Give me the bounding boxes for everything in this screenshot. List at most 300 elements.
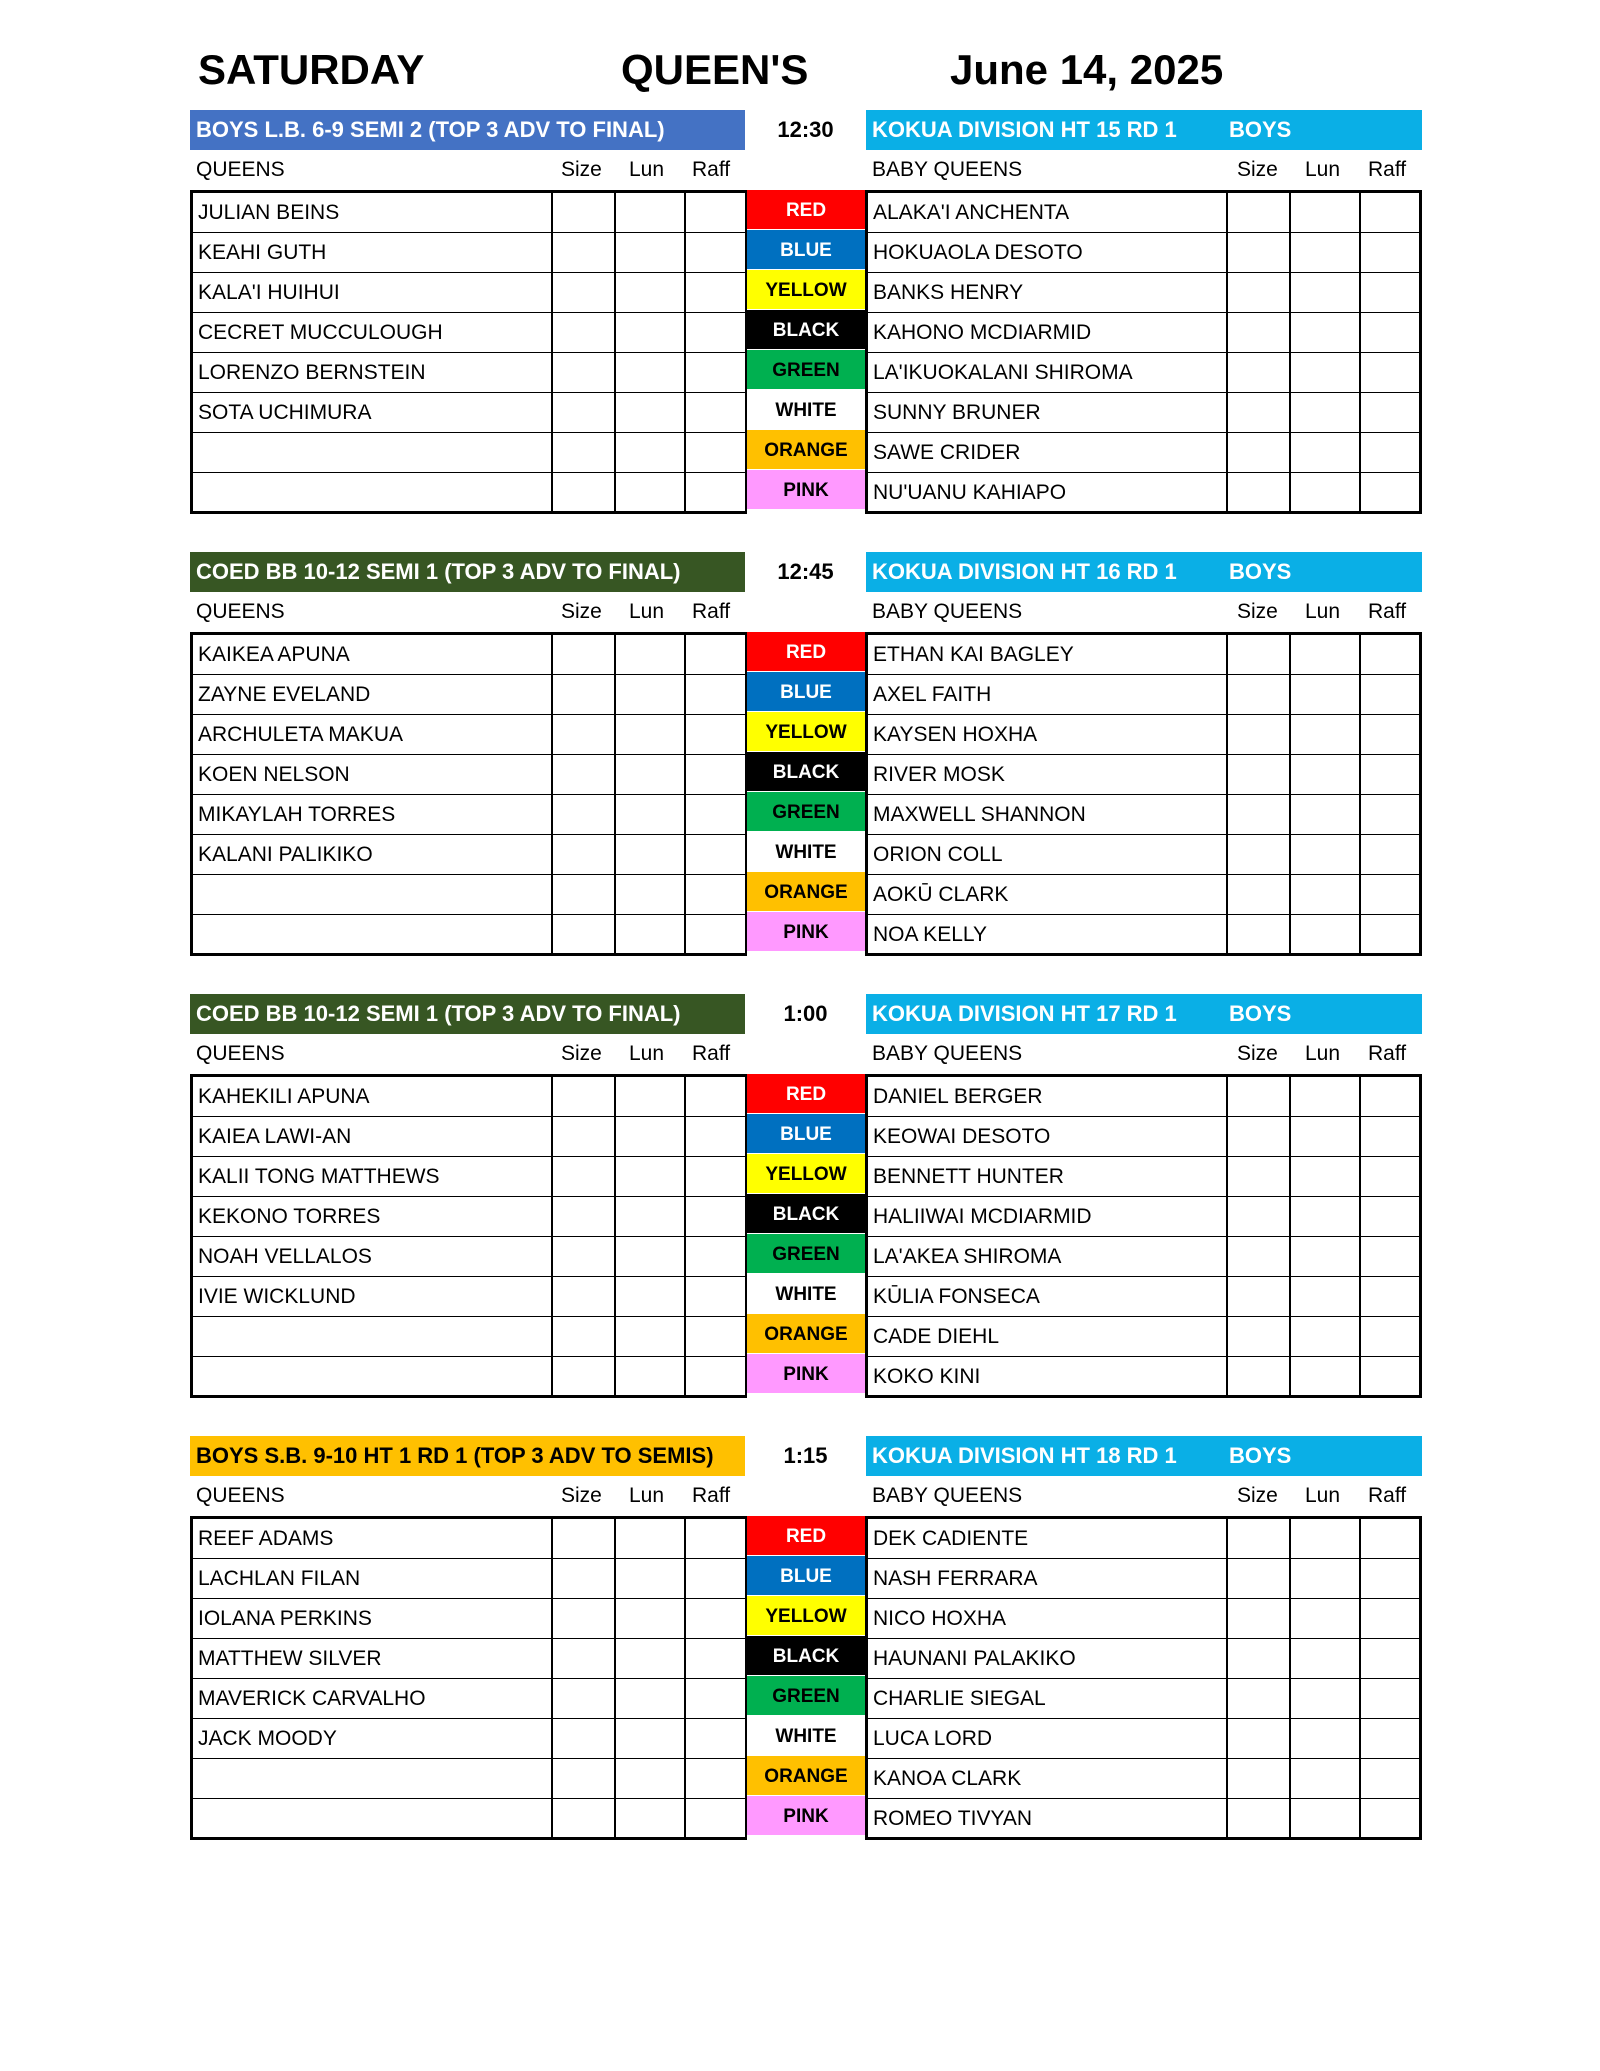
raff-cell[interactable]	[1361, 1157, 1419, 1196]
lun-cell[interactable]	[616, 313, 686, 352]
raff-cell[interactable]	[1361, 1077, 1419, 1116]
size-cell[interactable]	[1228, 1157, 1291, 1196]
lun-cell[interactable]	[1291, 1799, 1361, 1839]
left-entry-table	[190, 632, 747, 956]
raff-cell[interactable]	[1361, 675, 1419, 714]
lun-cell[interactable]	[1291, 1639, 1361, 1678]
table-row	[868, 1599, 1419, 1639]
size-header: Size	[561, 158, 602, 181]
jersey-color-green: GREEN	[747, 1676, 865, 1716]
raff-cell[interactable]	[1361, 875, 1419, 914]
size-cell[interactable]	[553, 1599, 616, 1638]
right-group-label: BABY QUEENS	[872, 158, 1023, 181]
raff-cell[interactable]	[686, 1719, 748, 1758]
raff-cell[interactable]	[1361, 1197, 1419, 1236]
lun-cell[interactable]	[616, 635, 686, 674]
raff-cell[interactable]	[1361, 1799, 1419, 1839]
lun-cell[interactable]	[616, 755, 686, 794]
size-cell[interactable]	[553, 1559, 616, 1598]
surfer-name-cell	[193, 473, 553, 513]
size-cell[interactable]	[1228, 715, 1291, 754]
size-cell[interactable]	[553, 1759, 616, 1798]
surfer-name-cell: NICO HOXHA	[868, 1599, 1228, 1638]
size-cell[interactable]	[1228, 635, 1291, 674]
size-cell[interactable]	[1228, 1117, 1291, 1156]
raff-cell[interactable]	[686, 1519, 748, 1558]
lun-cell[interactable]	[616, 1277, 686, 1316]
size-cell[interactable]	[1228, 1679, 1291, 1718]
table-row	[193, 1237, 745, 1277]
lun-cell[interactable]	[616, 675, 686, 714]
size-cell[interactable]	[553, 755, 616, 794]
size-cell[interactable]	[1228, 1277, 1291, 1316]
raff-cell[interactable]	[1361, 1237, 1419, 1276]
raff-cell[interactable]	[1361, 635, 1419, 674]
raff-cell[interactable]	[686, 433, 748, 472]
size-cell[interactable]	[553, 273, 616, 312]
lun-cell[interactable]	[1291, 1237, 1361, 1276]
raff-cell[interactable]	[686, 233, 748, 272]
table-row	[193, 1679, 745, 1719]
raff-cell[interactable]	[1361, 1117, 1419, 1156]
size-cell[interactable]	[1228, 433, 1291, 472]
left-heat-title-text: BOYS L.B. 6-9 SEMI 2 (TOP 3 ADV TO FINAL)	[196, 117, 665, 142]
left-group-label: QUEENS	[196, 1484, 285, 1507]
left-heat-title-text: COED BB 10-12 SEMI 1 (TOP 3 ADV TO FINAL)	[196, 1001, 681, 1026]
lun-cell[interactable]	[1291, 473, 1361, 513]
table-row	[193, 1357, 745, 1397]
size-cell[interactable]	[1228, 1519, 1291, 1558]
raff-cell[interactable]	[686, 1117, 748, 1156]
lun-cell[interactable]	[616, 1077, 686, 1116]
table-row	[868, 915, 1419, 955]
size-cell[interactable]	[553, 393, 616, 432]
size-cell[interactable]	[1228, 1759, 1291, 1798]
right-heat-tag: BOYS	[1229, 559, 1292, 584]
lun-cell[interactable]	[616, 1157, 686, 1196]
lun-cell[interactable]	[1291, 1599, 1361, 1638]
raff-cell[interactable]	[1361, 715, 1419, 754]
raff-cell[interactable]	[1361, 353, 1419, 392]
lun-cell[interactable]	[616, 1357, 686, 1397]
size-cell[interactable]	[553, 433, 616, 472]
lun-cell[interactable]	[616, 233, 686, 272]
lun-header: Lun	[629, 1484, 665, 1507]
raff-header: Raff	[1368, 158, 1407, 181]
jersey-color-column	[747, 632, 865, 956]
lun-cell[interactable]	[616, 1799, 686, 1839]
raff-cell[interactable]	[1361, 835, 1419, 874]
surfer-name-cell: IVIE WICKLUND	[193, 1277, 553, 1316]
size-cell[interactable]	[1228, 1357, 1291, 1397]
raff-cell[interactable]	[686, 1317, 748, 1356]
jersey-color-yellow: YELLOW	[747, 1596, 865, 1636]
jersey-color-black: BLACK	[747, 310, 865, 350]
lun-cell[interactable]	[1291, 193, 1361, 232]
raff-cell[interactable]	[686, 393, 748, 432]
lun-cell[interactable]	[616, 1197, 686, 1236]
lun-cell[interactable]	[616, 1519, 686, 1558]
lun-cell[interactable]	[1291, 1519, 1361, 1558]
size-cell[interactable]	[553, 1719, 616, 1758]
lun-cell[interactable]	[616, 915, 686, 955]
jersey-color-red: RED	[747, 632, 865, 672]
lun-cell[interactable]	[616, 433, 686, 472]
raff-cell[interactable]	[1361, 433, 1419, 472]
raff-cell[interactable]	[686, 1157, 748, 1196]
surfer-name-cell	[193, 875, 553, 914]
size-cell[interactable]	[553, 635, 616, 674]
lun-cell[interactable]	[616, 875, 686, 914]
surfer-name-cell: NASH FERRARA	[868, 1559, 1228, 1598]
size-cell[interactable]	[1228, 313, 1291, 352]
lun-cell[interactable]	[616, 1317, 686, 1356]
size-cell[interactable]	[1228, 755, 1291, 794]
lun-cell[interactable]	[1291, 915, 1361, 955]
jersey-color-orange: ORANGE	[747, 1314, 865, 1354]
raff-cell[interactable]	[1361, 1317, 1419, 1356]
jersey-color-white: WHITE	[747, 1274, 865, 1314]
heat-block	[190, 552, 1422, 958]
raff-cell[interactable]	[686, 755, 748, 794]
size-cell[interactable]	[553, 1679, 616, 1718]
table-row	[868, 233, 1419, 273]
surfer-name-cell: ROMEO TIVYAN	[868, 1799, 1228, 1839]
raff-cell[interactable]	[1361, 313, 1419, 352]
raff-cell[interactable]	[686, 715, 748, 754]
raff-cell[interactable]	[686, 1197, 748, 1236]
table-row	[868, 433, 1419, 473]
table-row	[868, 1157, 1419, 1197]
raff-cell[interactable]	[686, 1679, 748, 1718]
lun-header: Lun	[1305, 600, 1341, 623]
raff-cell[interactable]	[686, 1639, 748, 1678]
heat-time: 1:15	[783, 1443, 828, 1468]
size-cell[interactable]	[1228, 1599, 1291, 1638]
raff-header: Raff	[692, 600, 731, 623]
table-row	[193, 473, 745, 513]
lun-cell[interactable]	[1291, 675, 1361, 714]
right-heat-title-text: KOKUA DIVISION HT 16 RD 1	[872, 559, 1177, 584]
right-heat-tag: BOYS	[1229, 1443, 1292, 1468]
lun-cell[interactable]	[1291, 1197, 1361, 1236]
right-entry-table	[865, 632, 1422, 956]
size-cell[interactable]	[1228, 353, 1291, 392]
size-cell[interactable]	[1228, 393, 1291, 432]
table-row	[193, 1197, 745, 1237]
lun-cell[interactable]	[616, 795, 686, 834]
table-row	[868, 273, 1419, 313]
size-cell[interactable]	[553, 473, 616, 513]
lun-cell[interactable]	[616, 1639, 686, 1678]
surfer-name-cell: HOKUAOLA DESOTO	[868, 233, 1228, 272]
table-row	[868, 1519, 1419, 1559]
lun-cell[interactable]	[1291, 715, 1361, 754]
lun-cell[interactable]	[1291, 1559, 1361, 1598]
size-cell[interactable]	[1228, 1639, 1291, 1678]
raff-cell[interactable]	[686, 1599, 748, 1638]
size-cell[interactable]	[1228, 1077, 1291, 1116]
right-heat-title	[866, 994, 1422, 1034]
raff-cell[interactable]	[1361, 1559, 1419, 1598]
surfer-name-cell: KAHEKILI APUNA	[193, 1077, 553, 1116]
surfer-name-cell: LA'AKEA SHIROMA	[868, 1237, 1228, 1276]
size-cell[interactable]	[553, 1237, 616, 1276]
table-row	[868, 1237, 1419, 1277]
raff-cell[interactable]	[1361, 915, 1419, 955]
size-cell[interactable]	[553, 1277, 616, 1316]
lun-cell[interactable]	[616, 1559, 686, 1598]
surfer-name-cell: ORION COLL	[868, 835, 1228, 874]
size-cell[interactable]	[553, 233, 616, 272]
surfer-name-cell: BENNETT HUNTER	[868, 1157, 1228, 1196]
jersey-color-pink: PINK	[747, 912, 865, 952]
table-row	[868, 353, 1419, 393]
lun-cell[interactable]	[1291, 795, 1361, 834]
surfer-name-cell: CHARLIE SIEGAL	[868, 1679, 1228, 1718]
lun-cell[interactable]	[616, 1719, 686, 1758]
jersey-color-green: GREEN	[747, 1234, 865, 1274]
size-cell[interactable]	[1228, 1237, 1291, 1276]
lun-cell[interactable]	[1291, 433, 1361, 472]
raff-cell[interactable]	[686, 1077, 748, 1116]
left-column-headers	[190, 1034, 745, 1074]
raff-cell[interactable]	[1361, 1679, 1419, 1718]
raff-cell[interactable]	[686, 1357, 748, 1397]
right-heat-title-text: KOKUA DIVISION HT 18 RD 1	[872, 1443, 1177, 1468]
table-row	[868, 1197, 1419, 1237]
size-cell[interactable]	[553, 1197, 616, 1236]
size-header: Size	[1237, 1042, 1278, 1065]
table-row	[868, 1317, 1419, 1357]
size-cell[interactable]	[553, 915, 616, 955]
lun-cell[interactable]	[1291, 1759, 1361, 1798]
lun-cell[interactable]	[1291, 1317, 1361, 1356]
table-row	[193, 1077, 745, 1117]
left-heat-title	[190, 1436, 745, 1476]
size-cell[interactable]	[1228, 473, 1291, 513]
lun-cell[interactable]	[1291, 273, 1361, 312]
raff-cell[interactable]	[686, 193, 748, 232]
jersey-color-blue: BLUE	[747, 230, 865, 270]
size-cell[interactable]	[1228, 1719, 1291, 1758]
table-row	[868, 675, 1419, 715]
table-row	[193, 635, 745, 675]
size-cell[interactable]	[1228, 233, 1291, 272]
raff-cell[interactable]	[686, 273, 748, 312]
lun-cell[interactable]	[1291, 1357, 1361, 1397]
raff-cell[interactable]	[1361, 1759, 1419, 1798]
size-cell[interactable]	[553, 795, 616, 834]
lun-cell[interactable]	[1291, 875, 1361, 914]
surfer-name-cell: NOAH VELLALOS	[193, 1237, 553, 1276]
table-row	[193, 353, 745, 393]
right-entry-table	[865, 1074, 1422, 1398]
lun-cell[interactable]	[1291, 755, 1361, 794]
surfer-name-cell: AXEL FAITH	[868, 675, 1228, 714]
lun-cell[interactable]	[1291, 393, 1361, 432]
size-cell[interactable]	[553, 193, 616, 232]
size-cell[interactable]	[553, 1157, 616, 1196]
size-cell[interactable]	[553, 1117, 616, 1156]
size-cell[interactable]	[553, 1639, 616, 1678]
lun-cell[interactable]	[1291, 233, 1361, 272]
size-cell[interactable]	[553, 1077, 616, 1116]
size-cell[interactable]	[1228, 1559, 1291, 1598]
lun-cell[interactable]	[1291, 835, 1361, 874]
size-cell[interactable]	[1228, 1317, 1291, 1356]
size-cell[interactable]	[553, 1357, 616, 1397]
lun-cell[interactable]	[616, 273, 686, 312]
size-cell[interactable]	[1228, 675, 1291, 714]
size-cell[interactable]	[553, 835, 616, 874]
table-row	[193, 875, 745, 915]
table-row	[868, 1799, 1419, 1839]
raff-cell[interactable]	[686, 1559, 748, 1598]
table-row	[193, 1759, 745, 1799]
raff-cell[interactable]	[686, 1799, 748, 1839]
table-row	[868, 393, 1419, 433]
raff-cell[interactable]	[686, 795, 748, 834]
surfer-name-cell: NOA KELLY	[868, 915, 1228, 955]
raff-cell[interactable]	[686, 915, 748, 955]
size-cell[interactable]	[1228, 835, 1291, 874]
surfer-name-cell	[193, 433, 553, 472]
size-cell[interactable]	[1228, 915, 1291, 955]
raff-cell[interactable]	[1361, 233, 1419, 272]
surfer-name-cell: KALII TONG MATTHEWS	[193, 1157, 553, 1196]
surfer-name-cell: KOEN NELSON	[193, 755, 553, 794]
lun-cell[interactable]	[616, 1117, 686, 1156]
raff-cell[interactable]	[1361, 273, 1419, 312]
lun-cell[interactable]	[1291, 1719, 1361, 1758]
size-cell[interactable]	[1228, 273, 1291, 312]
table-row	[868, 835, 1419, 875]
raff-cell[interactable]	[1361, 1357, 1419, 1397]
lun-cell[interactable]	[616, 1599, 686, 1638]
table-row	[868, 715, 1419, 755]
surfer-name-cell: HAUNANI PALAKIKO	[868, 1639, 1228, 1678]
lun-cell[interactable]	[1291, 1277, 1361, 1316]
raff-cell[interactable]	[686, 1759, 748, 1798]
raff-cell[interactable]	[686, 675, 748, 714]
size-cell[interactable]	[553, 1519, 616, 1558]
jersey-color-red: RED	[747, 1516, 865, 1556]
lun-cell[interactable]	[1291, 353, 1361, 392]
left-column-headers	[190, 1476, 745, 1516]
jersey-color-blue: BLUE	[747, 672, 865, 712]
size-cell[interactable]	[1228, 1197, 1291, 1236]
raff-cell[interactable]	[686, 635, 748, 674]
raff-cell[interactable]	[1361, 1639, 1419, 1678]
lun-cell[interactable]	[1291, 635, 1361, 674]
raff-cell[interactable]	[686, 875, 748, 914]
lun-cell[interactable]	[616, 1679, 686, 1718]
raff-cell[interactable]	[1361, 1277, 1419, 1316]
size-cell[interactable]	[553, 1317, 616, 1356]
raff-cell[interactable]	[1361, 1719, 1419, 1758]
surfer-name-cell: IOLANA PERKINS	[193, 1599, 553, 1638]
surfer-name-cell: KALANI PALIKIKO	[193, 835, 553, 874]
table-row	[868, 1679, 1419, 1719]
size-cell[interactable]	[553, 353, 616, 392]
surfer-name-cell: LORENZO BERNSTEIN	[193, 353, 553, 392]
raff-cell[interactable]	[1361, 755, 1419, 794]
size-cell[interactable]	[1228, 795, 1291, 834]
lun-cell[interactable]	[1291, 1117, 1361, 1156]
raff-cell[interactable]	[686, 313, 748, 352]
table-row	[193, 795, 745, 835]
right-entry-table	[865, 190, 1422, 514]
surfer-name-cell: RIVER MOSK	[868, 755, 1228, 794]
left-group-label: QUEENS	[196, 1042, 285, 1065]
table-row	[868, 875, 1419, 915]
table-row	[193, 193, 745, 233]
table-row	[868, 313, 1419, 353]
lun-header: Lun	[629, 600, 665, 623]
size-cell[interactable]	[553, 1799, 616, 1839]
jersey-color-blue: BLUE	[747, 1556, 865, 1596]
table-row	[868, 795, 1419, 835]
size-cell[interactable]	[1228, 875, 1291, 914]
lun-cell[interactable]	[616, 1237, 686, 1276]
lun-cell[interactable]	[616, 835, 686, 874]
lun-cell[interactable]	[616, 1759, 686, 1798]
surfer-name-cell: ETHAN KAI BAGLEY	[868, 635, 1228, 674]
size-cell[interactable]	[553, 313, 616, 352]
raff-cell[interactable]	[1361, 795, 1419, 834]
size-cell[interactable]	[1228, 1799, 1291, 1839]
lun-cell[interactable]	[1291, 1157, 1361, 1196]
raff-cell[interactable]	[1361, 393, 1419, 432]
lun-cell[interactable]	[616, 393, 686, 432]
size-cell[interactable]	[1228, 193, 1291, 232]
size-cell[interactable]	[553, 875, 616, 914]
table-row	[868, 1559, 1419, 1599]
lun-cell[interactable]	[616, 193, 686, 232]
lun-cell[interactable]	[616, 353, 686, 392]
raff-cell[interactable]	[1361, 1519, 1419, 1558]
jersey-color-orange: ORANGE	[747, 872, 865, 912]
lun-cell[interactable]	[616, 715, 686, 754]
surfer-name-cell: DEK CADIENTE	[868, 1519, 1228, 1558]
lun-cell[interactable]	[1291, 313, 1361, 352]
raff-cell[interactable]	[1361, 473, 1419, 513]
size-cell[interactable]	[553, 675, 616, 714]
left-heat-title	[190, 552, 745, 592]
lun-cell[interactable]	[1291, 1077, 1361, 1116]
surfer-name-cell: KAHONO MCDIARMID	[868, 313, 1228, 352]
raff-cell[interactable]	[1361, 1599, 1419, 1638]
surfer-name-cell: LA'IKUOKALANI SHIROMA	[868, 353, 1228, 392]
surfer-name-cell	[193, 1799, 553, 1839]
lun-cell[interactable]	[1291, 1679, 1361, 1718]
table-row	[193, 1719, 745, 1759]
jersey-color-column	[747, 1516, 865, 1840]
jersey-color-column	[747, 1074, 865, 1398]
size-cell[interactable]	[553, 715, 616, 754]
raff-cell[interactable]	[686, 835, 748, 874]
raff-cell[interactable]	[1361, 193, 1419, 232]
lun-cell[interactable]	[616, 473, 686, 513]
raff-cell[interactable]	[686, 353, 748, 392]
raff-cell[interactable]	[686, 1277, 748, 1316]
raff-cell[interactable]	[686, 1237, 748, 1276]
table-row	[868, 755, 1419, 795]
raff-cell[interactable]	[686, 473, 748, 513]
right-heat-title	[866, 110, 1422, 150]
table-row	[193, 1519, 745, 1559]
